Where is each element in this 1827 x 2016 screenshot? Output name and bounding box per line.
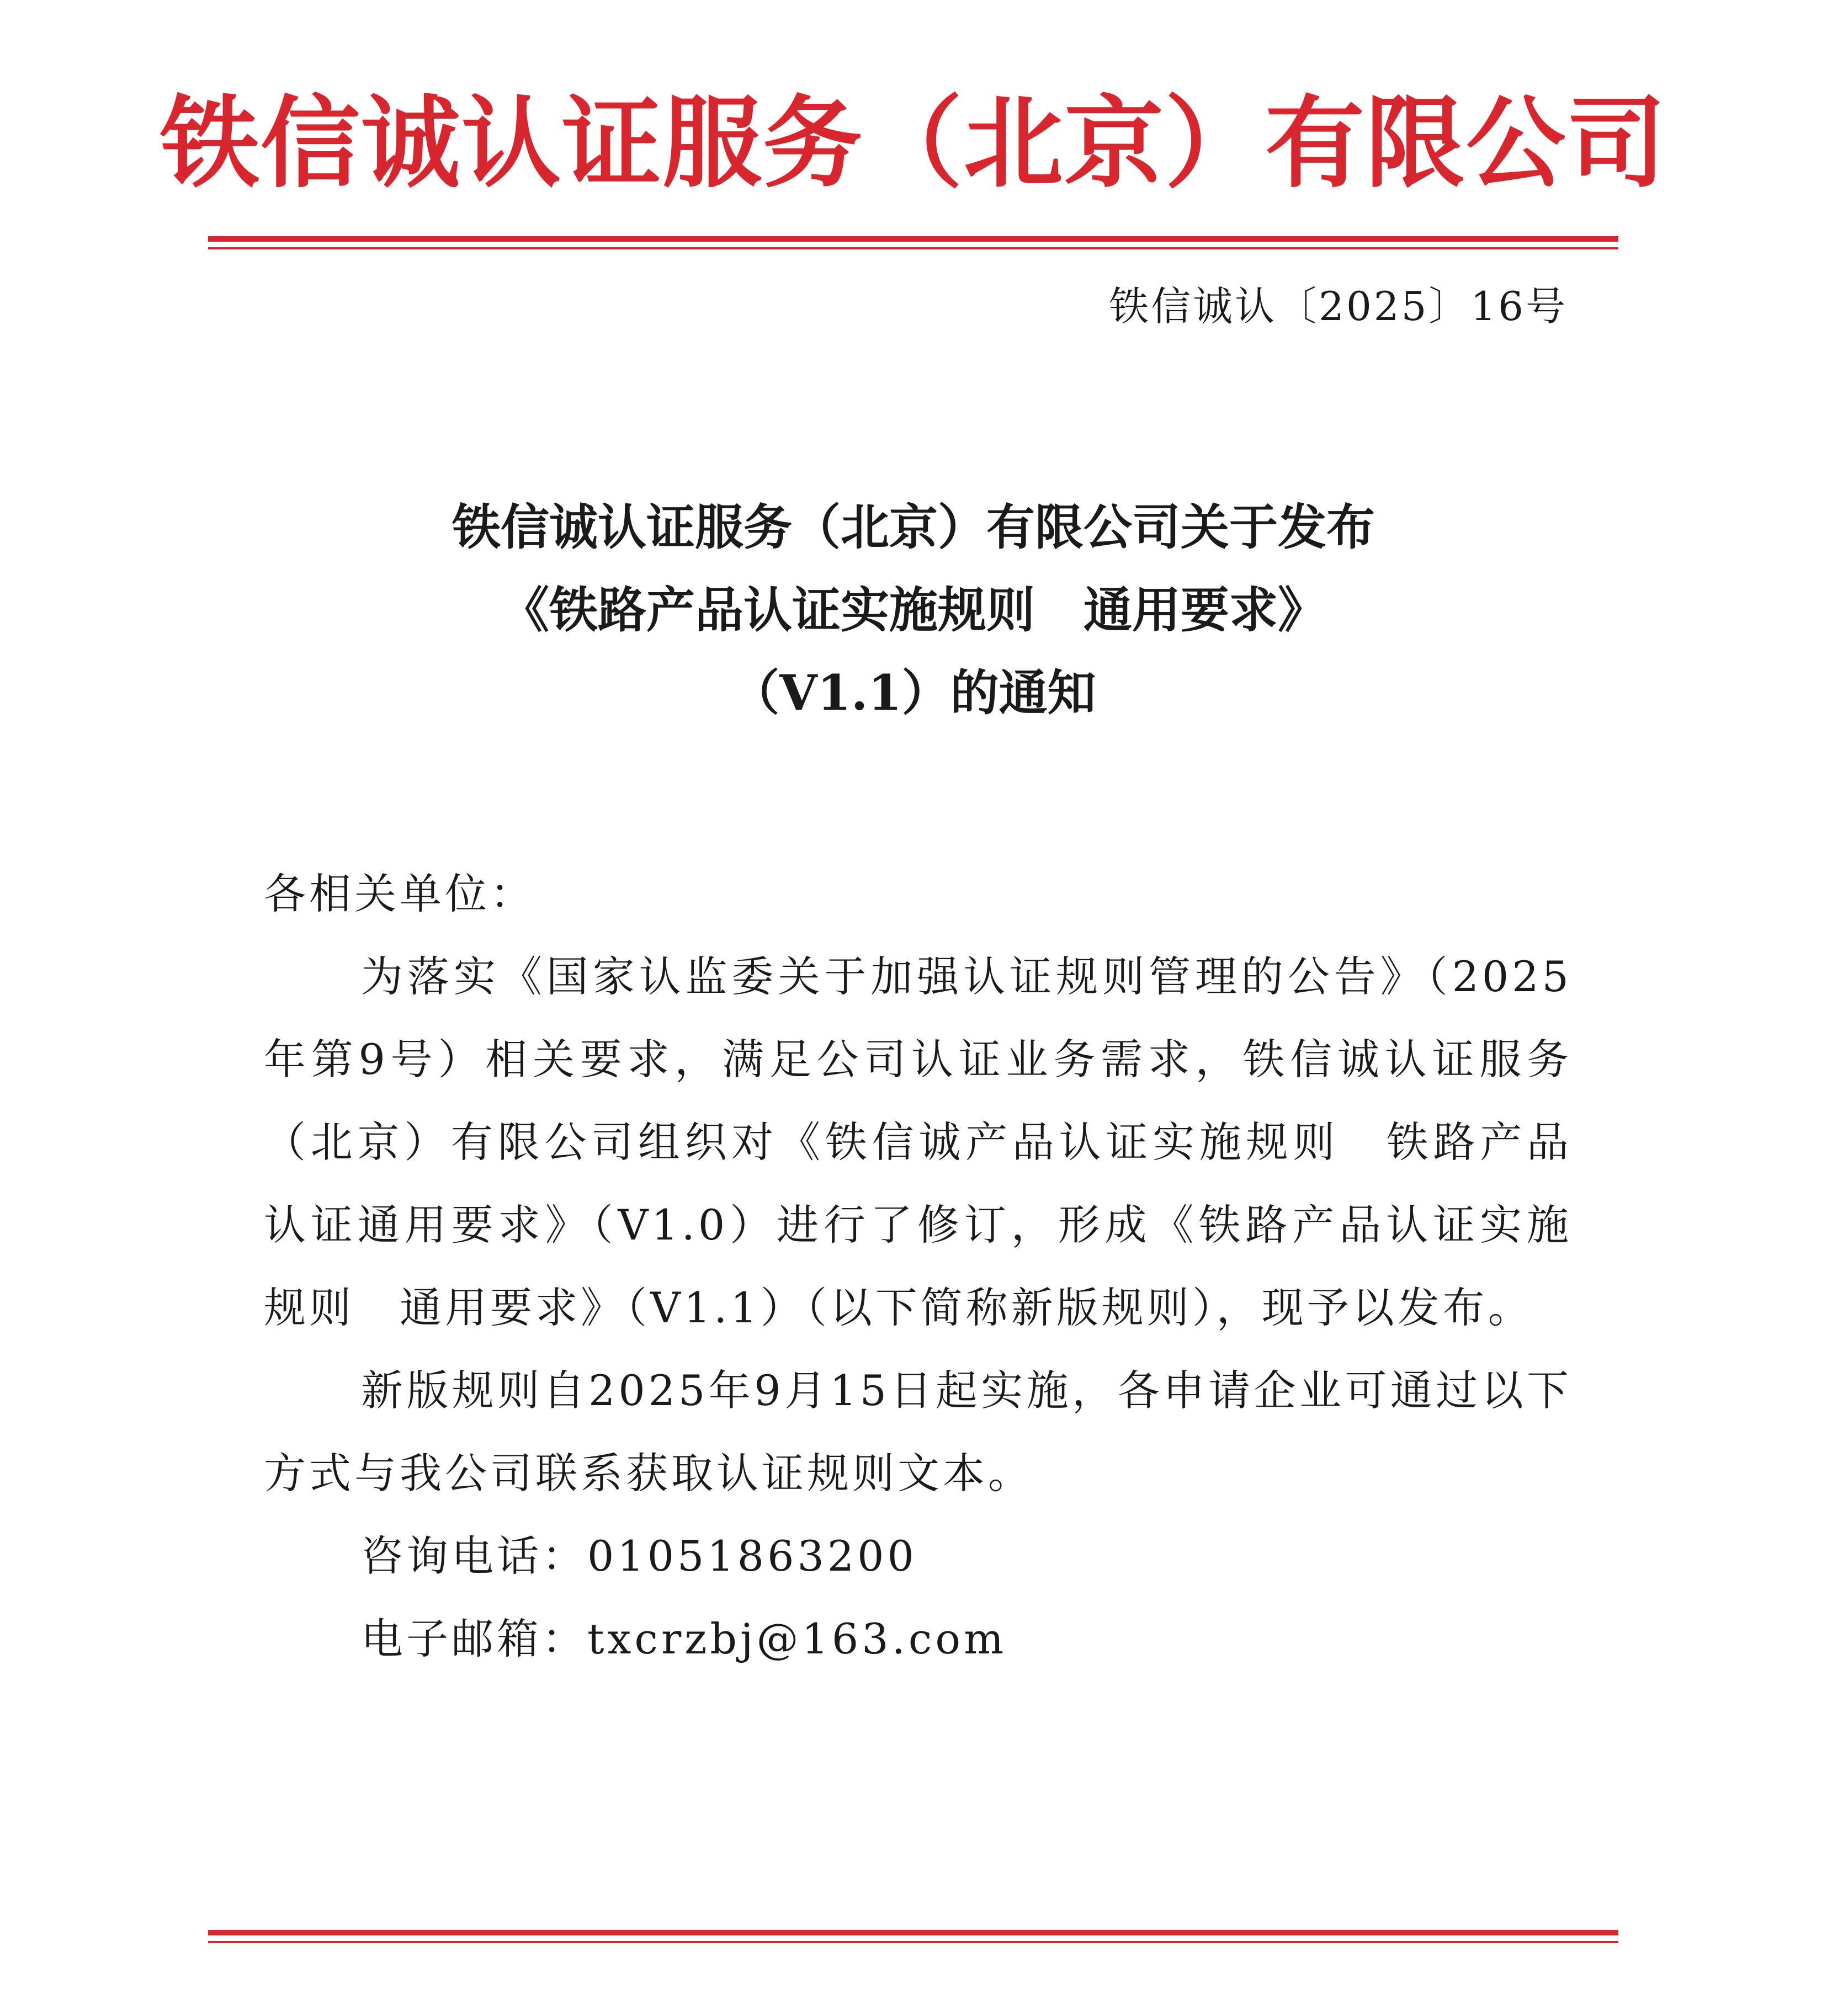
body-paragraph-2: 新版规则自2025年9月15日起实施，各申请企业可通过以下方式与我公司联系获取认证规则文本。 (264, 1366, 1572, 1498)
letterhead-company-name: 铁信诚认证服务（北京）有限公司 (160, 85, 1667, 201)
body-paragraph-1: 为落实《国家认监委关于加强认证规则管理的公告》（2025年第9号）相关要求，满足公司认证业务需求，铁信诚认证服务（北京）有限公司组织对《铁信诚产品认证实施规则 铁路产品认证通用要求》（V1.0）进行了修订，形成《铁路产品认证实施规则 通用要求》（V1.1）（以下简称新版规则），现予以发布。 (264, 952, 1572, 1332)
letterhead-rule-thin (208, 247, 1618, 249)
document-number: 铁信诚认〔2025〕16号 (1109, 283, 1568, 329)
letterhead-rule-thick (208, 236, 1618, 242)
contact-phone: 咨询电话：01051863200 (361, 1531, 917, 1581)
salutation: 各相关单位： (264, 869, 535, 918)
footer-rule-thin (208, 1941, 1618, 1943)
title-line-1: 铁信诚认证服务（北京）有限公司关于发布 (452, 498, 1375, 556)
title-line-3: （V1.1）的通知 (731, 664, 1096, 721)
document-title (0, 486, 1827, 734)
footer-rule-thick (208, 1930, 1618, 1935)
document-body (264, 853, 1572, 1680)
title-line-2: 《铁路产品认证实施规则 通用要求》 (500, 581, 1326, 639)
contact-email: 电子邮箱：txcrzbj@163.com (361, 1614, 1007, 1663)
